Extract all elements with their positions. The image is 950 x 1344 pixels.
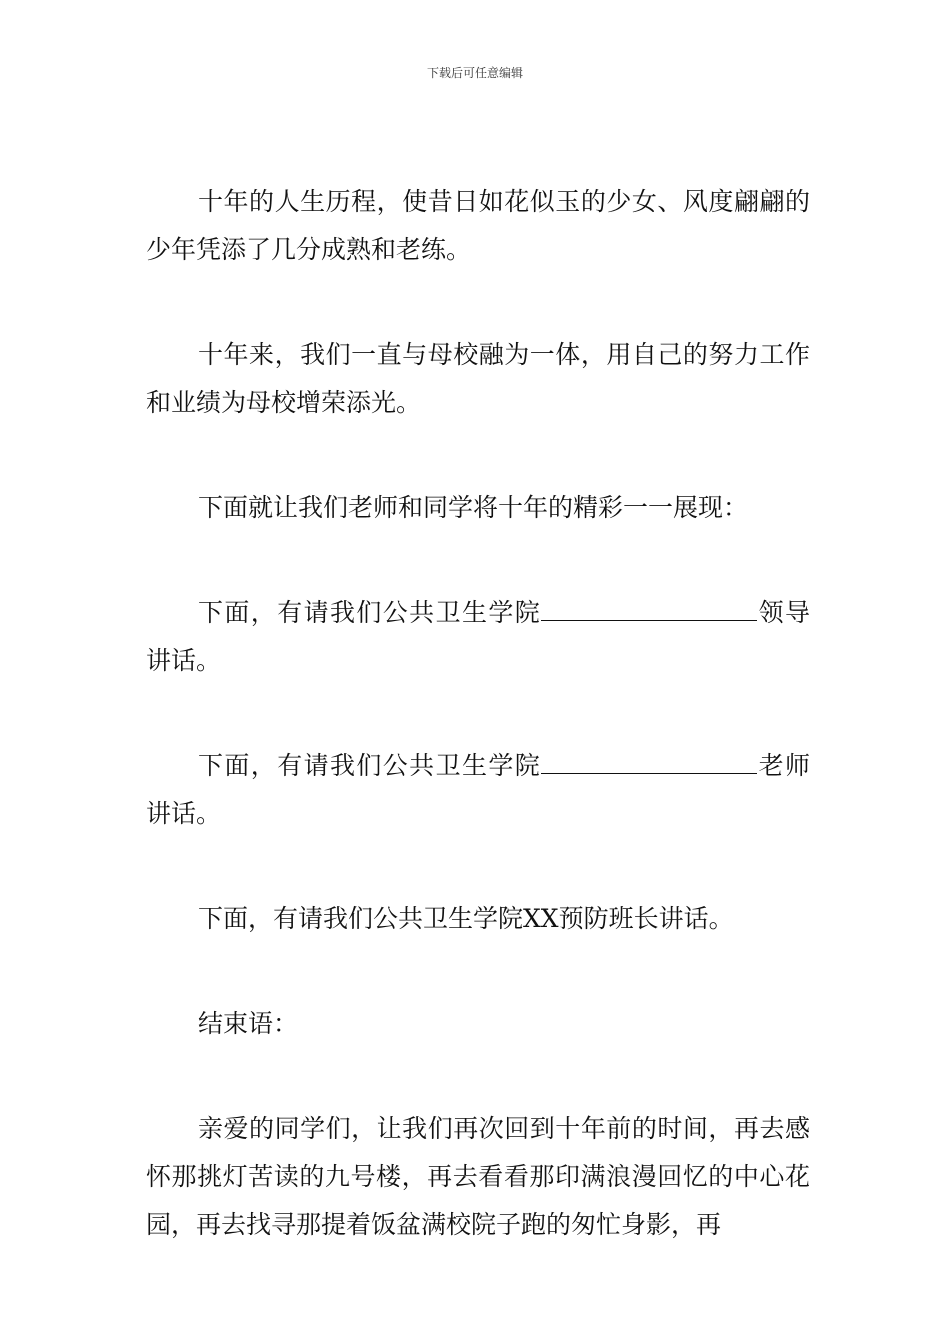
document-body (146, 178, 810, 1306)
paragraph-4-text-before: 下面，有请我们公共卫生学院 (198, 598, 542, 627)
fill-in-blank-leader (541, 596, 757, 621)
page-header: 下载后可任意编辑 (426, 66, 523, 80)
paragraph-4-text-after: 领导讲话。 (146, 598, 810, 675)
paragraph-5-text-after: 老师讲话。 (146, 751, 810, 828)
paragraph-8: 亲爱的同学们，让我们再次回到十年前的时间，再去感怀那挑灯苦读的九号楼，再去看看那印满浪漫回忆的中心花园，再去找寻那提着饭盆满校院子跑的匆忙身影，再 (146, 1114, 810, 1239)
paragraph-4 (146, 589, 810, 685)
paragraph-1: 十年的人生历程，使昔日如花似玉的少女、风度翩翩的少年凭添了几分成熟和老练。 (146, 187, 810, 264)
paragraph-5 (146, 742, 810, 838)
paragraph-6: 下面，有请我们公共卫生学院XX预防班长讲话。 (198, 904, 734, 933)
paragraph-3: 下面就让我们老师和同学将十年的精彩一一展现： (198, 493, 749, 522)
paragraph-7-closing-heading: 结束语： (198, 1009, 299, 1038)
paragraph-2: 十年来，我们一直与母校融为一体，用自己的努力工作和业绩为母校增荣添光。 (146, 340, 810, 417)
fill-in-blank-teacher (541, 749, 757, 774)
paragraph-5-text-before: 下面，有请我们公共卫生学院 (198, 751, 542, 780)
